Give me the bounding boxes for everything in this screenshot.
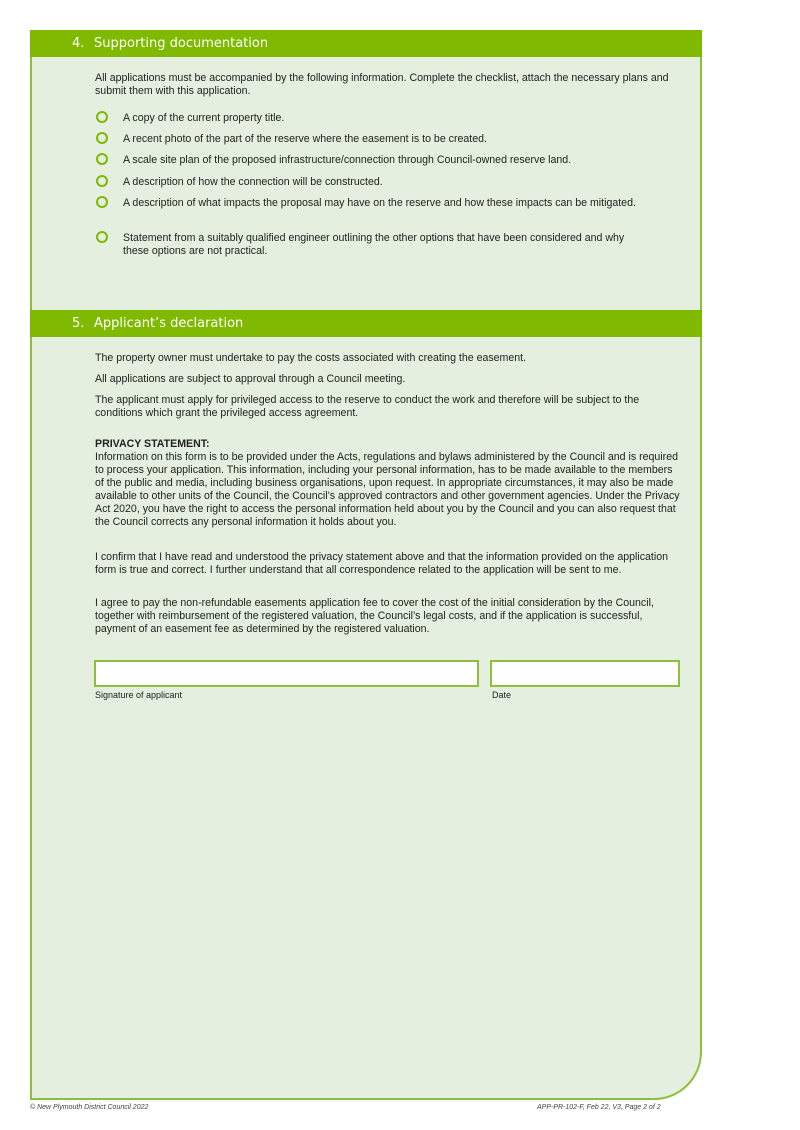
privacy-heading: PRIVACY STATEMENT: [95, 438, 210, 450]
declaration-para-1: The property owner must undertake to pay the costs associated with creating the easement. [95, 352, 527, 364]
privacy-text: Information on this form is to be provided under the Acts, regulations and bylaws administered by the Council and is required to process your application. This information, including your personal information, has to be made available to the members of the public and media, including business organisations, upon request. In appropriate circumstances, it may also be made available to other units of the Council, the Council’s approved contractors and other government agencies. Under the Privacy Act 2020, you have the right to access the personal information held about you by the Council and you can also request that the Council corrects any personal information it holds about you. [95, 451, 680, 528]
declaration-para-2: All applications are subject to approval through a Council meeting. [95, 373, 406, 385]
checkbox-circle-icon[interactable] [96, 175, 108, 187]
footer-copyright: © New Plymouth District Council 2022 [30, 1104, 149, 1111]
date-label: Date [492, 690, 512, 700]
checkbox-circle-icon[interactable] [96, 231, 108, 243]
declaration-para-3: The applicant must apply for privileged access to the reserve to conduct the work and therefore will be subject to the conditions which grant the privileged access agreement. [95, 394, 640, 419]
checkbox-circle-icon[interactable] [96, 111, 108, 123]
checkbox-circle-icon[interactable] [96, 153, 108, 165]
section-title: Supporting documentation [94, 36, 269, 51]
signature-label: Signature of applicant [95, 690, 183, 700]
section-title: Applicant’s declaration [94, 316, 244, 331]
agree-text: I agree to pay the non-refundable easements application fee to cover the cost of the initial consideration by the Council, together with reimbursement of the registered valuation, the Council’s legal costs, and if the application is successful, payment of an easement fee as determined by the registered valuation. [95, 597, 654, 635]
section-4-header [30, 30, 702, 57]
date-field[interactable] [490, 660, 680, 687]
checkbox-circle-icon[interactable] [96, 196, 108, 208]
checkbox-circle-icon[interactable] [96, 132, 108, 144]
footer-doc-ref: APP-PR-102-F, Feb 22, V3, Page 2 of 2 [537, 1104, 661, 1111]
section-5-header [30, 310, 702, 337]
signature-field[interactable] [94, 660, 479, 687]
confirm-text: I confirm that I have read and understood the privacy statement above and that the information provided on the application form is true and correct. I further understand that all correspondence related to the application will be sent to me. [95, 551, 669, 576]
section-number: 5. [72, 316, 85, 331]
section-number: 4. [72, 36, 85, 51]
section-4-intro: All applications must be accompanied by the following information. Complete the checklist, attach the necessary plans and submit them with this application. [95, 72, 669, 97]
